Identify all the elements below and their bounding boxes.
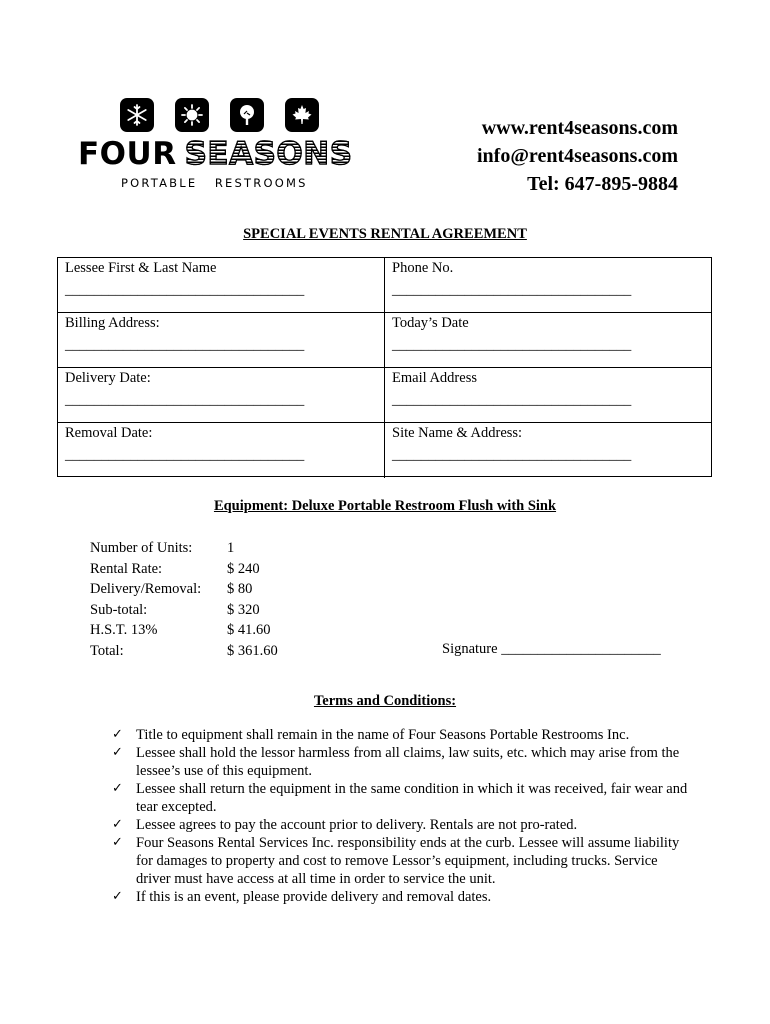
term-text: If this is an event, please provide delivery and removal dates. bbox=[136, 889, 492, 905]
billing-address-label: Billing Address: bbox=[65, 315, 160, 331]
website-link[interactable]: www.rent4seasons.com bbox=[481, 117, 678, 139]
email-address-field[interactable]: _________________________________ bbox=[392, 392, 632, 408]
rental-rate-value: $ 240 bbox=[227, 560, 260, 577]
logo-word-seasons: SEASONS bbox=[184, 136, 353, 172]
logo-word-four: FOUR bbox=[78, 136, 177, 172]
email-link[interactable]: info@rent4seasons.com bbox=[476, 145, 678, 167]
list-item bbox=[112, 726, 692, 744]
term-text: Lessee shall return the equipment in the same condition in which it was received, fair wear and tear excepted. bbox=[136, 781, 688, 815]
document-title: SPECIAL EVENTS RENTAL AGREEMENT bbox=[243, 226, 527, 242]
checkmark-icon: ✓ bbox=[112, 727, 123, 742]
list-item bbox=[112, 834, 692, 888]
list-item bbox=[112, 888, 692, 906]
subtotal-value: $ 320 bbox=[227, 601, 260, 618]
list-item bbox=[112, 744, 692, 780]
todays-date-cell bbox=[385, 313, 711, 367]
total-value: $ 361.60 bbox=[227, 642, 278, 659]
table-row bbox=[58, 258, 711, 313]
checkmark-icon: ✓ bbox=[112, 745, 123, 760]
checkmark-icon: ✓ bbox=[112, 835, 123, 850]
site-address-field[interactable]: _________________________________ bbox=[392, 447, 632, 463]
term-text: Lessee shall hold the lessor harmless from all claims, law suits, etc. which may arise from the lessee’s use of this equipment. bbox=[136, 745, 680, 779]
billing-address-field[interactable]: _________________________________ bbox=[65, 337, 305, 353]
removal-date-field[interactable]: _________________________________ bbox=[65, 447, 305, 463]
company-logo bbox=[78, 98, 353, 193]
todays-date-label: Today’s Date bbox=[392, 315, 469, 331]
delivery-date-field[interactable]: _________________________________ bbox=[65, 392, 305, 408]
subtotal-label: Sub-total: bbox=[90, 601, 148, 618]
list-item bbox=[112, 780, 692, 816]
logo-icons bbox=[120, 98, 320, 134]
phone-cell bbox=[385, 258, 711, 312]
term-text: Four Seasons Rental Services Inc. responsibility ends at the curb. Lessee will assume liability for damages to property and cost to remove Lessor’s equipment, including trucks. Service driver must have access at all time in order to service the unit. bbox=[136, 835, 680, 887]
logo-wordmark bbox=[78, 136, 353, 172]
delivery-date-label: Delivery Date: bbox=[65, 370, 151, 386]
billing-address-cell bbox=[58, 313, 385, 367]
tree-icon bbox=[230, 98, 264, 132]
email-address-label: Email Address bbox=[392, 370, 477, 386]
table-row bbox=[58, 368, 711, 423]
site-address-label: Site Name & Address: bbox=[392, 425, 523, 441]
email-address-cell bbox=[385, 368, 711, 422]
checkmark-icon: ✓ bbox=[112, 781, 123, 796]
removal-date-cell bbox=[58, 423, 385, 478]
rental-rate-label: Rental Rate: bbox=[90, 560, 163, 577]
hst-label: H.S.T. 13% bbox=[90, 622, 158, 638]
todays-date-field[interactable]: _________________________________ bbox=[392, 337, 632, 353]
snowflake-icon bbox=[120, 98, 154, 132]
list-item bbox=[112, 816, 692, 834]
lessee-name-label: Lessee First & Last Name bbox=[65, 260, 217, 276]
lessee-info-table bbox=[57, 257, 712, 477]
units-value: 1 bbox=[227, 540, 235, 556]
phone-number: Tel: 647-895-9884 bbox=[527, 173, 678, 195]
term-text: Lessee agrees to pay the account prior to delivery. Rentals are not pro-rated. bbox=[136, 817, 578, 833]
removal-date-label: Removal Date: bbox=[65, 425, 153, 441]
term-text: Title to equipment shall remain in the name of Four Seasons Portable Restrooms Inc. bbox=[136, 727, 630, 743]
contact-block bbox=[477, 114, 678, 198]
sun-icon bbox=[175, 98, 209, 132]
phone-field[interactable]: _________________________________ bbox=[392, 282, 632, 298]
lessee-name-field[interactable]: _________________________________ bbox=[65, 282, 305, 298]
terms-title: Terms and Conditions: bbox=[313, 693, 457, 709]
equipment-title: Equipment: Deluxe Portable Restroom Flush with Sink bbox=[213, 498, 557, 514]
maple-leaf-icon bbox=[285, 98, 319, 132]
delivery-removal-label: Delivery/Removal: bbox=[90, 581, 202, 597]
phone-label: Phone No. bbox=[392, 260, 454, 276]
total-label: Total: bbox=[90, 642, 124, 659]
checkmark-icon: ✓ bbox=[112, 817, 123, 832]
logo-subtitle: PORTABLE RESTROOMS bbox=[121, 176, 308, 190]
delivery-removal-value: $ 80 bbox=[227, 581, 253, 597]
signature-field[interactable]: Signature ______________________ bbox=[442, 641, 661, 657]
hst-value: $ 41.60 bbox=[227, 622, 271, 638]
units-label: Number of Units: bbox=[90, 540, 193, 556]
table-row bbox=[58, 313, 711, 368]
terms-list bbox=[112, 726, 692, 906]
lessee-name-cell bbox=[58, 258, 385, 312]
delivery-date-cell bbox=[58, 368, 385, 422]
checkmark-icon: ✓ bbox=[112, 889, 123, 904]
table-row bbox=[58, 423, 711, 478]
site-address-cell bbox=[385, 423, 711, 478]
